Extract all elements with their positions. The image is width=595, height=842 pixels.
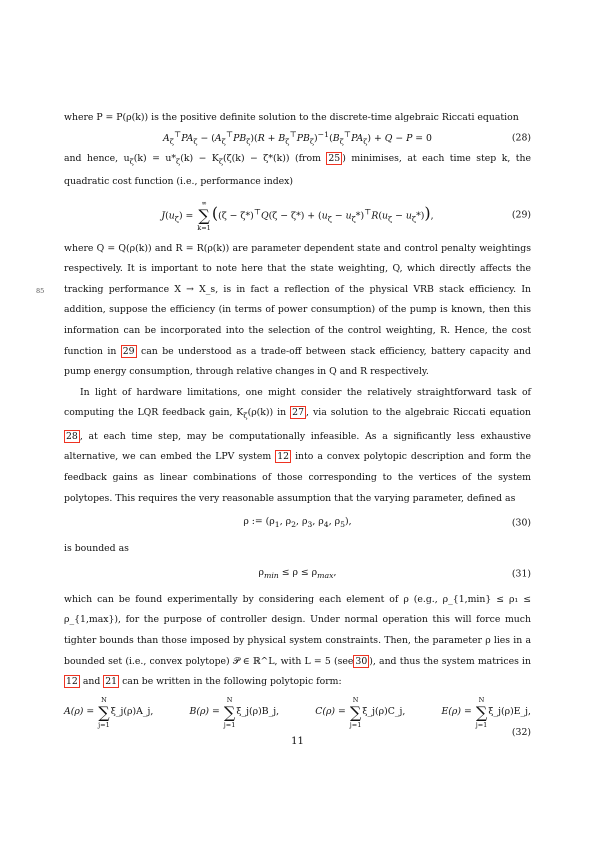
ref-30-link[interactable]: 30: [355, 655, 368, 667]
equation-28-body: $A_\zeta^⊤PA_\zeta - (A_\zeta^⊤PB_\zeta)(R + B_\zeta^⊤PB_\zeta)^{-1}(B_\zeta^⊤PA_\zeta) + Q - P = 0$: [163, 129, 432, 146]
paragraph-1: where P = P(ρ(k)) is the positive definite solution to the discrete-time algebraic Riccati equation: [64, 112, 519, 123]
ref-21-link[interactable]: 21: [105, 676, 118, 688]
equation-28-number: (28): [511, 132, 531, 144]
ref-12b-link[interactable]: 12: [66, 676, 78, 688]
page-body: [64, 108, 531, 743]
ref-27-link[interactable]: 27: [292, 407, 304, 419]
ref-12-link[interactable]: 12: [277, 451, 290, 463]
equation-30-body: ρ := ($\rho_1$, $\rho_2$, $\rho_3$, $\rho_4$, $\rho_5$),: [243, 516, 352, 530]
equation-32-E: E(ρ) = N ∑ j=1 ξ_j(ρ)E_j,: [441, 695, 531, 729]
paragraph-2: and hence, $u_\zeta(k) = u*_\zeta(k) - K_\zeta(\zeta(k) - \zeta*(k))$ (from 25 ) minimises, at each time step k, the quadratic cost function (i.e., performance index): [64, 152, 531, 188]
equation-32-A: A(ρ) = N ∑ j=1 ξ_j(ρ)A_j,: [64, 695, 154, 729]
equation-31: [64, 560, 531, 590]
equation-30: [64, 509, 531, 539]
page-number: 11: [291, 736, 304, 747]
equation-31-body: $\rho_{min} \le \rho \le \rho_{max}$,: [258, 567, 337, 580]
equation-28: [64, 129, 531, 149]
equation-32-B: B(ρ) = N ∑ j=1 ξ_j(ρ)B_j,: [189, 695, 280, 729]
ref-28-link[interactable]: 28: [66, 430, 78, 442]
equation-31-number: (31): [511, 568, 531, 580]
equation-32-number: (32): [511, 726, 531, 738]
paragraph-5: is bounded as: [64, 543, 129, 555]
equation-32-C: C(ρ) = N ∑ j=1 ξ_j(ρ)C_j,: [315, 695, 406, 729]
ref-25-link[interactable]: 25: [328, 152, 341, 164]
equation-29-body: $J(u_\zeta)$ = ∞ ∑ k=1 $((\zeta - \zeta*)^⊤Q(\zeta - \zeta*) + (u_\zeta - u_\zeta*)^⊤R(u_\zeta - u_\zeta*))$,: [161, 198, 434, 232]
equation-29: [64, 193, 531, 239]
equation-29-number: (29): [511, 209, 531, 221]
line-number: 85: [36, 287, 45, 295]
paragraph-4: In light of hardware limitations, one might consider the relatively straightforward task of computing the LQR feedback gain, $K_\zeta(\rho(k))$ in 27 , via solution to the algebraic Riccati equation 28 , at each time step, may be computationally infeasible. As a significantly less exhaustive alternative, we can embed the LPV system 12 into a convex polytopic description and form the feedback gains as linear combinations of those corresponding to the vertices of the system polytopes. This requires the very reasonable assumption that the varying parameter, defined as: [64, 386, 531, 504]
equation-30-number: (30): [511, 517, 531, 529]
paragraph-6: which can be found experimentally by considering each element of ρ (e.g., ρ_{1,min} ≤ ρ₁ ≤ ρ_{1,max}), for the purpose of controller design. Under normal operation this will force much tighter bounds than those imposed by physical system constraints. Then, the parameter ρ lies in a bounded set (i.e., convex polytope) 𝒫 ∈ ℝ^L, with L = 5 (see 30 ), and thus the system matrices in 12 and 21 can be written in the following polytopic form:: [64, 593, 531, 688]
paragraph-3: where Q = Q(ρ(k)) and R = R(ρ(k)) are parameter dependent state and control penalty weightings respectively. It is important to note here that the state weighting, Q, which directly affects the tracking performance X → X_s, is in fact a reflection of the physical VRB stack efficiency. In addition, suppose the efficiency (in terms of power consumption) of the pump is known, then this information can be incorporated into the selection of the control weighting, R. Hence, the cost function in 29 can be understood as a trade-off between stack efficiency, battery capacity and pump energy consumption, through relative changes in Q and R respectively.: [64, 242, 531, 378]
ref-29-link[interactable]: 29: [122, 345, 135, 357]
